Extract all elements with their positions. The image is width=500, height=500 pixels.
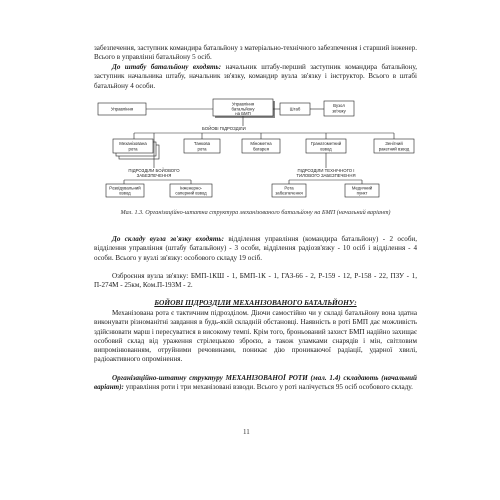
svg-text:ТИЛОВОГО ЗАБЕЗПЕЧЕННЯ: ТИЛОВОГО ЗАБЕЗПЕЧЕННЯ [296, 173, 356, 178]
diagram-label-grenade: Гранатометний [310, 141, 342, 146]
comm-node-lead: До складу вузла зв'язку входять: [112, 235, 224, 243]
paragraph-management-end: забезпечення, заступник командира батальйону з матеріально-технічного забезпечення і старший інженер. Всього в управлінні батальйону 5 осіб. [94, 44, 417, 62]
diagram-label-combat-units: БОЙОВІ ПІДРОЗДІЛИ [202, 126, 246, 131]
svg-text:зв'язку: зв'язку [332, 108, 346, 114]
diagram-label-mech-company: Механізована [119, 141, 147, 146]
diagram-label-combat-support: ПІДРОЗДІЛИ БОЙОВОГО [128, 168, 180, 173]
figure-caption: Мал. 1.3. Організаційно-штатна структура механізованого батальйону на БМП (начальний варіант) [120, 209, 391, 216]
org-structure-diagram [94, 93, 418, 205]
paragraph-structure [94, 374, 417, 393]
paragraph-staff [94, 63, 417, 91]
section-heading: БОЙОВІ ПІДРОЗДІЛИ МЕХАНІЗОВАНОГО БАТАЛЬЙОНУ: [154, 298, 357, 307]
structure-lead: Організаційно-штатну структуру МЕХАНІЗОВАНОЇ РОТИ (мал. 1.4) складають (начальний варіант): [94, 374, 417, 392]
diagram-label-management: Управління [110, 106, 134, 112]
diagram-label-comm-node: Вузол [333, 103, 345, 108]
diagram-label-battalion-mgmt: Управління [231, 101, 255, 107]
svg-text:ракетний взвод: ракетний взвод [378, 146, 410, 152]
svg-text:взвод: взвод [119, 190, 131, 196]
page-number: 11 [243, 428, 250, 436]
svg-text:саперний взвод: саперний взвод [175, 190, 207, 196]
paragraph-comm-node [94, 235, 417, 263]
svg-text:батарея: батарея [252, 146, 270, 152]
diagram-label-engineer: Інженерно- [179, 185, 203, 191]
diagram-label-aa: Зенітний [385, 141, 403, 146]
svg-text:рота: рота [197, 146, 207, 152]
diagram-label-staff: Штаб [289, 106, 301, 112]
svg-text:пункт: пункт [356, 190, 368, 196]
svg-text:на БМП: на БМП [235, 111, 251, 116]
staff-lead: До штабу батальйону входять: [112, 63, 222, 71]
svg-text:ЗАБЕЗПЕЧЕННЯ: ЗАБЕЗПЕЧЕННЯ [136, 173, 172, 178]
paragraph-company: Механізована рота є тактичним підрозділом. Діючи самостійно чи у складі батальйону вона здатна виконувати різноманітні завдання в будь-якій складній обстановці. Наявність в роті БМП дає можливість здійснювати марш і пересуватися в високому темпі. Крім того, броньований захист БМП надійно захищає особовий склад від ураження стрілецькою зброєю, а також уламками снарядів і мін, світловим випромінюванням, отруйними речовинами, поникає дію проникаючої радіації, ударної хвилі, радіоактивного опромінення. [94, 309, 417, 364]
svg-text:рота: рота [128, 146, 138, 152]
svg-text:батальйону: батальйону [231, 106, 255, 112]
staff-body: начальник штабу-перший заступник командира батальйону, заступник начальника штабу, начальник зв'язку, командир вузла зв'язку і інструктор. Всього в штабі батальйону 4 особи. [94, 63, 417, 90]
diagram-label-recon: Розвідувальний [109, 185, 141, 191]
diagram-label-supply: Рота [284, 185, 294, 191]
diagram-label-medical: Медичний [351, 185, 373, 191]
svg-text:забезпечення: забезпечення [275, 190, 303, 196]
svg-text:взвод: взвод [320, 146, 332, 152]
diagram-label-mortar: Мінометна [250, 141, 272, 146]
diagram-label-tech-support: ПІДРОЗДІЛИ ТЕХНІЧНОГО І [297, 168, 355, 173]
structure-body: управління роти і три механізовані взводи. Всього у роті налічується 95 осіб особового складу. [123, 383, 413, 392]
diagram-label-antitank: Танкова [193, 141, 211, 146]
comm-node-body: відділення управління (командира батальйону) - 2 особи, відділення управління (штабу батальйону) - 3 особи, відділення радіозв'язку - 10 осіб і відділення - 4 особи. Всього у вузлі зв'язку: особового складу 19 осіб. [94, 235, 418, 262]
paragraph-equipment: Озброєння вузла зв'язку: БМП-1КШ - 1, БМП-1К - 1, ГАЗ-66 - 2, Р-159 - 12, Р-158 - 22, ПЗУ - 1, П-274М - 25км, Ком.П-193М - 2. [94, 272, 417, 290]
